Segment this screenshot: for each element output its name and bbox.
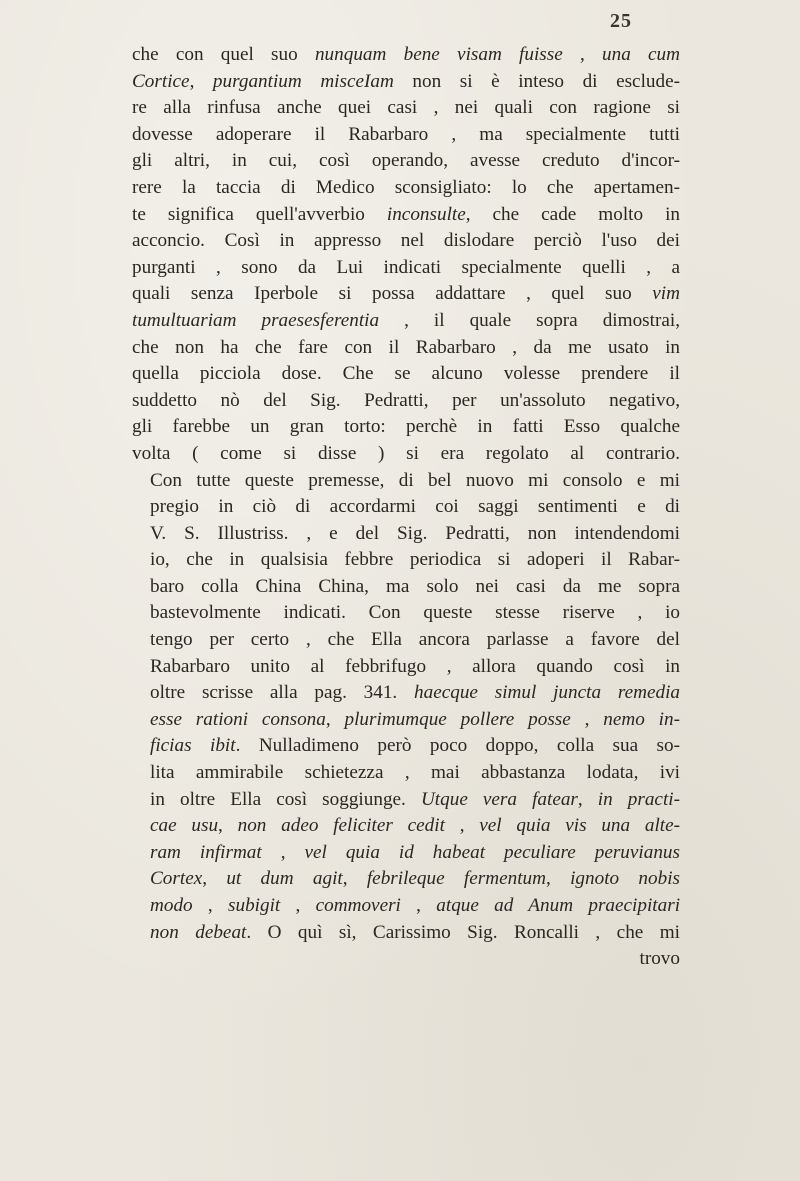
text-line <box>132 600 680 627</box>
text-segment: , <box>261 841 305 863</box>
text-line <box>132 202 680 229</box>
text-line <box>132 388 680 415</box>
text-segment: pregio in ciò di accordarmi coi saggi sentimenti e di <box>150 496 680 518</box>
italic-segment: subigit <box>228 895 281 916</box>
text-segment: in oltre Ella così soggiunge. <box>150 788 421 810</box>
text-line <box>132 627 680 654</box>
text-segment: , <box>562 44 603 65</box>
italic-segment: cae usu <box>150 815 219 837</box>
italic-segment: ram infirmat <box>150 841 262 863</box>
text-segment: , <box>218 815 238 837</box>
italic-segment: febrileque fermentum <box>366 868 546 890</box>
text-segment: , che cade molto in <box>465 203 680 225</box>
text-segment: , <box>202 868 227 890</box>
text-line <box>132 733 680 760</box>
italic-segment: esse rationi consona <box>150 708 326 730</box>
italic-segment: una cum <box>602 44 680 65</box>
text-segment: , <box>546 868 571 890</box>
italic-segment: vel quia id habeat peculiare peruvianus <box>304 841 680 863</box>
text-line <box>132 521 680 548</box>
text-line <box>132 866 680 893</box>
text-line <box>132 946 680 973</box>
italic-segment: plurimumque pollere posse <box>344 708 571 730</box>
italic-segment: ignoto nobis <box>570 868 680 890</box>
text-line <box>132 654 680 681</box>
text-line <box>132 441 680 468</box>
text-segment: trovo <box>639 948 680 970</box>
text-segment: , <box>189 70 213 92</box>
text-segment: , <box>192 895 229 916</box>
text-segment: Rabarbaro unito al febbrifugo , allora quando così in <box>150 655 680 677</box>
text-segment: acconcio. Così in appresso nel dislodare perciò l'uso dei <box>132 230 680 252</box>
text-line <box>132 308 680 335</box>
italic-segment: tumultuariam praesesferentia <box>132 309 380 331</box>
text-line <box>132 255 680 282</box>
text-segment: tengo per certo , che Ella ancora parlasse a favore del <box>150 629 680 651</box>
italic-segment: ficias ibit <box>150 735 236 757</box>
text-line <box>132 228 680 255</box>
text-segment: , <box>342 868 367 890</box>
text-segment: . O quì sì, Carissimo Sig. Roncalli , che mi <box>246 921 680 943</box>
text-line <box>132 787 680 814</box>
text-segment: , <box>325 708 345 730</box>
text-segment: che non ha che fare con il Rabarbaro , da me usato in <box>132 336 680 358</box>
text-line <box>132 680 680 707</box>
text-segment: gli altri, in cui, così operando, avesse creduto d'incor- <box>132 150 680 172</box>
text-line <box>132 69 680 96</box>
text-line <box>132 494 680 521</box>
text-segment: , il quale sopra dimostrai, <box>379 309 680 331</box>
text-segment: volta ( come si disse ) si era regolato al contrario. <box>132 442 680 464</box>
italic-segment: atque ad Anum praecipitari <box>436 895 680 916</box>
italic-segment: in practi- <box>597 788 680 810</box>
text-segment: , <box>577 788 598 810</box>
italic-segment: vim <box>652 283 680 305</box>
italic-segment: purgantium misceIam <box>212 70 394 92</box>
text-segment: , <box>444 815 480 837</box>
text-segment: , <box>570 708 604 730</box>
page-number: 25 <box>610 10 632 32</box>
italic-segment: Utque vera fatear <box>420 788 578 810</box>
text-line <box>132 414 680 441</box>
italic-segment: non debeat <box>150 921 247 943</box>
text-segment: dovesse adoperare il Rabarbaro , ma specialmente tutti <box>132 123 680 145</box>
text-line <box>132 468 680 495</box>
text-segment: rere la taccia di Medico sconsigliato: lo che apertamen- <box>132 176 680 198</box>
text-line <box>132 95 680 122</box>
text-segment: baro colla China China, ma solo nei casi da me sopra <box>150 575 680 597</box>
text-segment: , <box>280 895 316 916</box>
italic-segment: nemo in- <box>603 708 680 730</box>
text-segment: . Nulladimeno però poco doppo, colla sua so- <box>235 735 680 757</box>
text-line <box>132 281 680 308</box>
text-line <box>132 42 680 69</box>
text-segment: lita ammirabile schietezza , mai abbastanza lodata, ivi <box>150 762 680 784</box>
italic-segment: vel quia vis una alte- <box>479 815 680 837</box>
italic-segment: haecque simul juncta remedia <box>414 682 680 704</box>
italic-segment: modo <box>150 895 193 916</box>
italic-segment: inconsulte <box>386 203 466 225</box>
text-line <box>132 813 680 840</box>
text-line <box>132 574 680 601</box>
text-segment: bastevolmente indicati. Con queste stesse riserve , io <box>150 602 680 624</box>
text-line <box>132 547 680 574</box>
text-segment: Con tutte queste premesse, di bel nuovo mi consolo e mi <box>150 469 680 491</box>
italic-segment: Cortice <box>132 70 190 92</box>
text-line <box>132 175 680 202</box>
text-segment: che con quel suo <box>132 44 315 65</box>
text-segment: V. S. Illustriss. , e del Sig. Pedratti, non intendendomi <box>150 522 680 544</box>
italic-segment: commoveri <box>315 895 401 916</box>
text-segment: re alla rinfusa anche quei casi , nei quali con ragione si <box>132 97 680 119</box>
text-line <box>132 335 680 362</box>
italic-segment: Cortex <box>150 868 203 890</box>
italic-segment: ut dum agit <box>226 868 343 890</box>
text-segment: , <box>400 895 437 916</box>
text-segment: te significa quell'avverbio <box>132 203 387 225</box>
text-line <box>132 760 680 787</box>
text-segment: non si è inteso di esclude- <box>393 70 680 92</box>
italic-segment: non adeo feliciter cedit <box>237 815 445 837</box>
text-line <box>132 707 680 734</box>
text-segment: gli farebbe un gran torto: perchè in fatti Esso qualche <box>132 416 680 438</box>
text-line <box>132 148 680 175</box>
text-segment: io, che in qualsisia febbre periodica si adoperi il Rabar- <box>150 549 680 571</box>
text-line <box>132 361 680 388</box>
text-segment: oltre scrisse alla pag. 341. <box>150 682 415 704</box>
text-segment: quella picciola dose. Che se alcuno volesse prendere il <box>132 363 680 385</box>
text-line <box>132 840 680 867</box>
italic-segment: nunquam bene visam fuisse <box>314 44 563 65</box>
body-text <box>132 42 680 973</box>
text-segment: suddetto nò del Sig. Pedratti, per un'assoluto negativo, <box>132 389 680 411</box>
text-segment: quali senza Iperbole si possa addattare , quel suo <box>132 283 653 305</box>
text-segment: purganti , sono da Lui indicati specialmente quelli , a <box>132 256 680 278</box>
text-line <box>132 893 680 920</box>
text-line <box>132 920 680 947</box>
text-line <box>132 122 680 149</box>
